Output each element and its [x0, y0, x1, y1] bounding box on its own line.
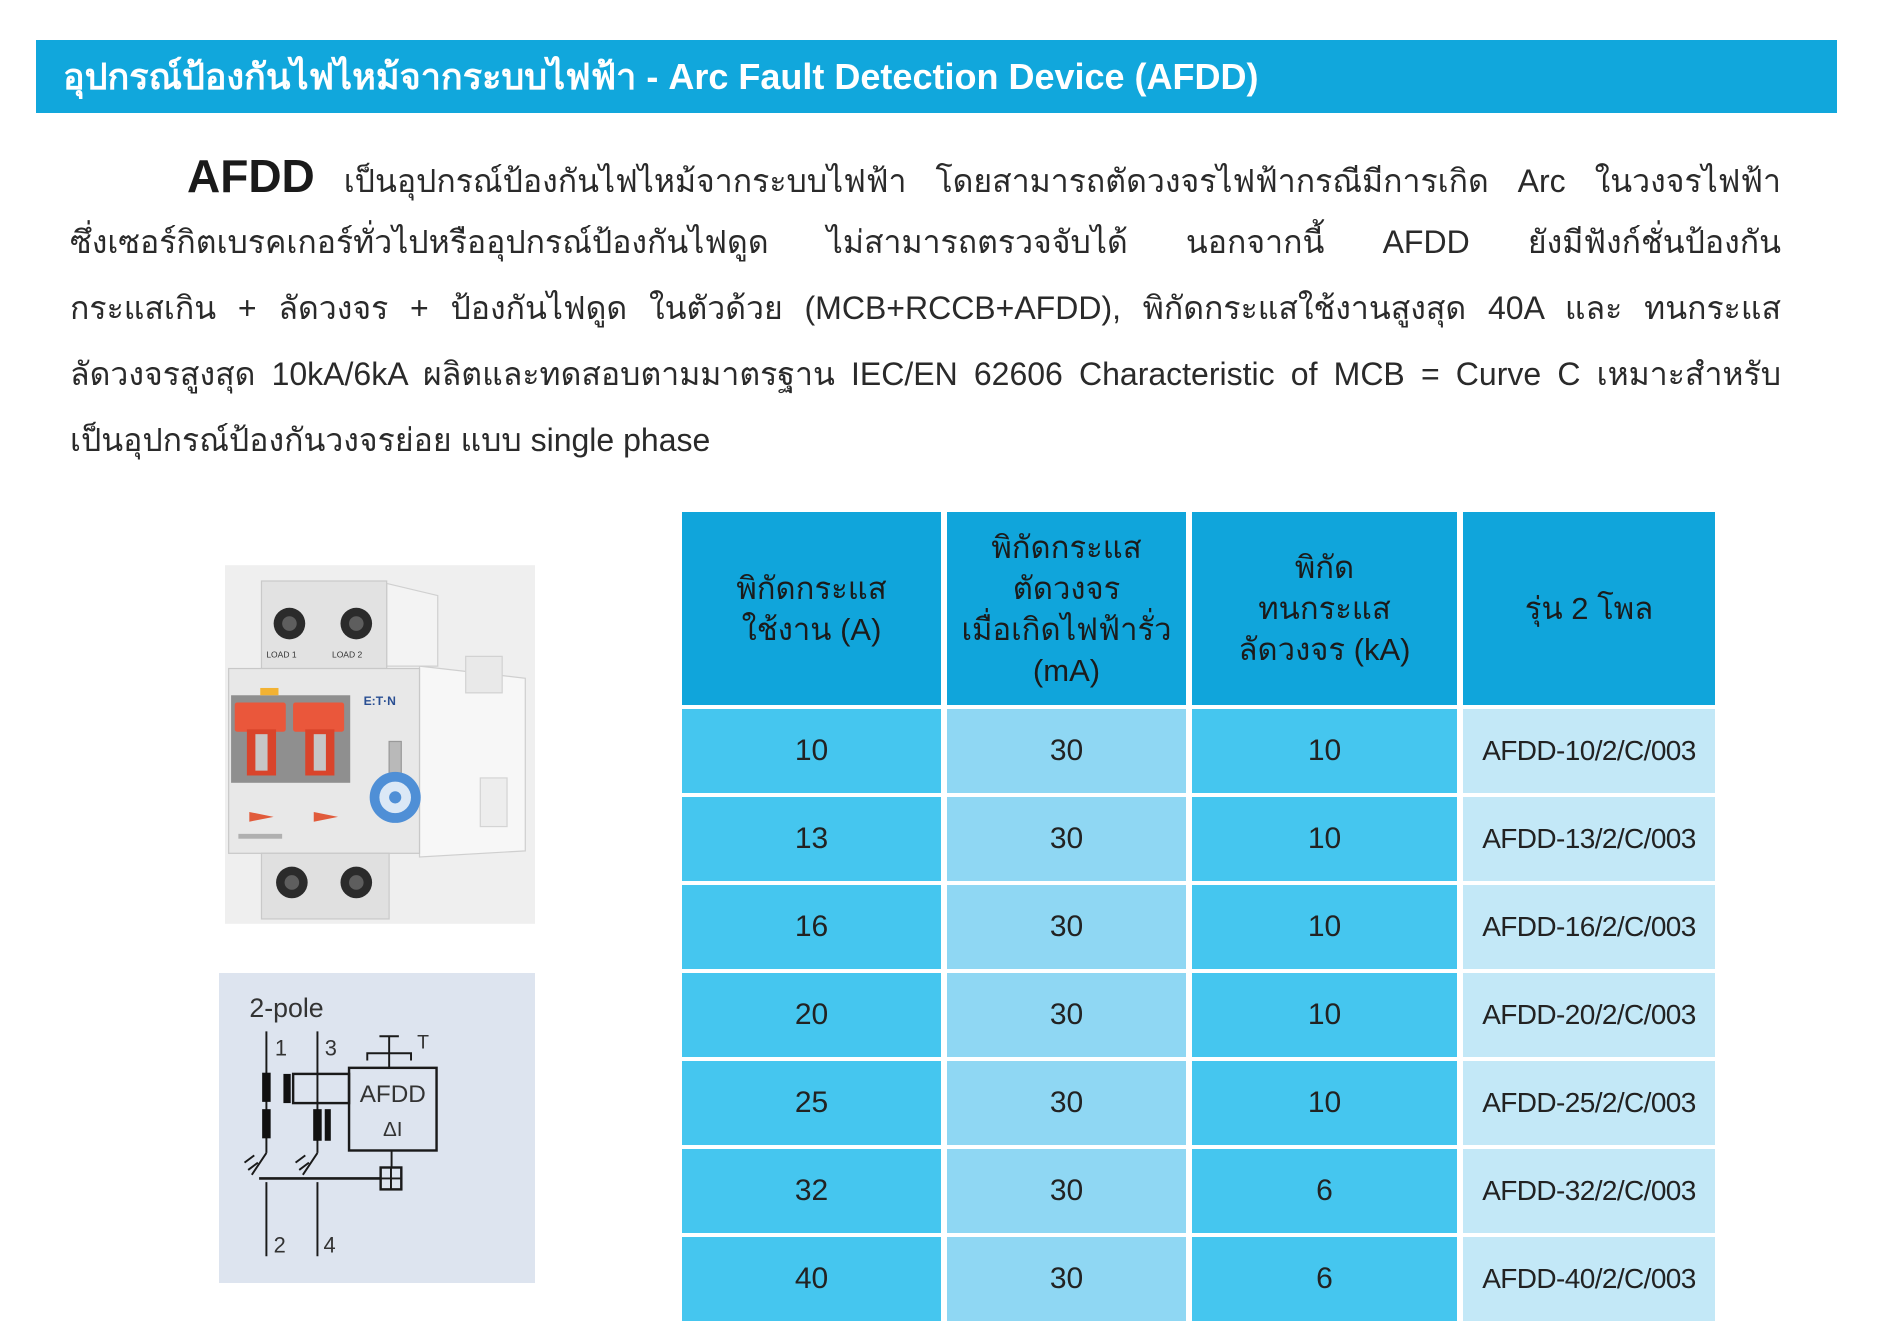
- device-label: AFDD: [359, 1080, 426, 1108]
- cell-rated-current: 40: [682, 1237, 941, 1321]
- brand-logo: E:T·N: [363, 693, 396, 708]
- title-bar: [36, 40, 1837, 113]
- cell-model: AFDD-16/2/C/003: [1463, 885, 1715, 969]
- intro-paragraph: [70, 143, 1781, 473]
- device-side-notch: [480, 778, 507, 827]
- header-line: พิกัด: [1294, 550, 1355, 585]
- cell-residual-current: 30: [947, 1149, 1186, 1233]
- terminal-label: LOAD 1: [266, 649, 297, 660]
- column-header-short-circuit: [1192, 512, 1457, 705]
- wiring-diagram-drawing: [219, 973, 535, 1283]
- cell-residual-current: 30: [947, 797, 1186, 881]
- header-line: (mA): [1032, 652, 1101, 688]
- device-side-step: [466, 656, 502, 692]
- cell-short-circuit: 10: [1192, 709, 1457, 793]
- cell-rated-current: 25: [682, 1061, 941, 1145]
- cell-rated-current: 10: [682, 709, 941, 793]
- terminal-label-bottom: 2: [273, 1232, 286, 1258]
- ct-core: [325, 1109, 331, 1141]
- indicator-tab: [260, 688, 278, 695]
- cell-short-circuit: 10: [1192, 797, 1457, 881]
- header-line: พิกัดกระแส: [991, 529, 1142, 565]
- upper-terminal-screw: [340, 608, 372, 640]
- header-line: ใช้งาน (A): [741, 611, 882, 647]
- cell-model: AFDD-20/2/C/003: [1463, 973, 1715, 1057]
- intro-lead: AFDD: [187, 150, 315, 202]
- rating-label: [238, 834, 282, 839]
- diagram-title: 2-pole: [249, 992, 324, 1023]
- ct-core: [283, 1074, 290, 1103]
- column-header-residual-current: [947, 512, 1186, 705]
- cell-residual-current: 30: [947, 1061, 1186, 1145]
- terminal-label-top: 3: [324, 1035, 337, 1061]
- cell-residual-current: 30: [947, 885, 1186, 969]
- cell-short-circuit: 10: [1192, 973, 1457, 1057]
- test-button-plunger: [379, 1036, 398, 1068]
- header-line: รุ่น 2 โพล: [1524, 591, 1654, 626]
- column-header-rated-current: [682, 512, 941, 705]
- intro-line-3: กระแสเกิน + ลัดวงจร + ป้องกันไฟดูด ในตัวด้วย (MCB+RCCB+AFDD), พิกัดกระแสใช้งานสูงสุด 40A และ ทนกระแส: [70, 290, 1781, 326]
- intro-line-5: เป็นอุปกรณ์ป้องกันวงจรย่อย แบบ single phase: [70, 422, 711, 458]
- terminal-label-bottom: 4: [323, 1232, 336, 1258]
- cell-short-circuit: 6: [1192, 1149, 1457, 1233]
- cell-rated-current: 16: [682, 885, 941, 969]
- cell-residual-current: 30: [947, 709, 1186, 793]
- magnetic-element: [313, 1109, 322, 1141]
- cell-residual-current: 30: [947, 973, 1186, 1057]
- product-photo: [225, 565, 535, 924]
- circuit-lines: [245, 1031, 437, 1256]
- header-line: ตัดวงจร: [1012, 570, 1121, 606]
- header-line: พิกัดกระแส: [736, 570, 887, 606]
- cell-short-circuit: 6: [1192, 1237, 1457, 1321]
- lower-terminal-screw: [276, 867, 308, 899]
- wiring-diagram: [219, 973, 535, 1283]
- cell-model: AFDD-13/2/C/003: [1463, 797, 1715, 881]
- upper-terminal-screw: [274, 608, 306, 640]
- cell-rated-current: 20: [682, 973, 941, 1057]
- afdd-device-image: [225, 565, 535, 924]
- cell-model: AFDD-32/2/C/003: [1463, 1149, 1715, 1233]
- cell-rated-current: 13: [682, 797, 941, 881]
- release-cross: [381, 1168, 402, 1190]
- coil-blocks: [262, 1073, 331, 1141]
- test-dial: [370, 772, 421, 823]
- column-header-model: [1463, 512, 1715, 705]
- device-side-face: [420, 666, 526, 857]
- header-line: ลัดวงจร (kA): [1238, 632, 1411, 667]
- cell-rated-current: 32: [682, 1149, 941, 1233]
- current-transformer: [293, 1074, 349, 1103]
- intro-line-4: ลัดวงจรสูงสุด 10kA/6kA ผลิตและทดสอบตามมาตรฐาน IEC/EN 62606 Characteristic of MCB = Curve C เหมาะสำหรับ: [70, 356, 1781, 392]
- terminal-label: LOAD 2: [331, 649, 363, 660]
- page-title: อุปกรณ์ป้องกันไฟไหม้จากระบบไฟฟ้า - Arc Fault Detection Device (AFDD): [63, 56, 1259, 97]
- cell-residual-current: 30: [947, 1237, 1186, 1321]
- magnetic-element: [262, 1109, 271, 1138]
- header-line: ทนกระแส: [1258, 591, 1391, 626]
- cell-model: AFDD-10/2/C/003: [1463, 709, 1715, 793]
- cell-model: AFDD-40/2/C/003: [1463, 1237, 1715, 1321]
- residual-symbol: ΔI: [383, 1117, 403, 1141]
- test-button-label: T: [417, 1031, 429, 1054]
- intro-line-2: ซึ่งเซอร์กิตเบรคเกอร์ทั่วไปหรืออุปกรณ์ป้องกันไฟดูด ไม่สามารถตรวจจับได้ นอกจากนี้ AFDD ยังมีฟังก์ชั่นป้องกัน: [70, 224, 1781, 260]
- cell-short-circuit: 10: [1192, 1061, 1457, 1145]
- lower-terminal-screw: [340, 867, 372, 899]
- intro-line-1: [70, 143, 1781, 209]
- header-line: เมื่อเกิดไฟฟ้ารั่ว: [961, 611, 1172, 647]
- terminal-label-top: 1: [274, 1035, 288, 1061]
- intro-line-text: เป็นอุปกรณ์ป้องกันไฟไหม้จากระบบไฟฟ้า โดยสามารถตัดวงจรไฟฟ้ากรณีมีการเกิด Arc ในวงจรไฟฟ้า: [343, 163, 1781, 199]
- device-upper-side: [387, 583, 438, 666]
- status-window: [389, 741, 401, 773]
- cell-short-circuit: 10: [1192, 885, 1457, 969]
- cell-model: AFDD-25/2/C/003: [1463, 1061, 1715, 1145]
- spec-table: [682, 512, 1715, 1321]
- thermal-element: [262, 1073, 271, 1102]
